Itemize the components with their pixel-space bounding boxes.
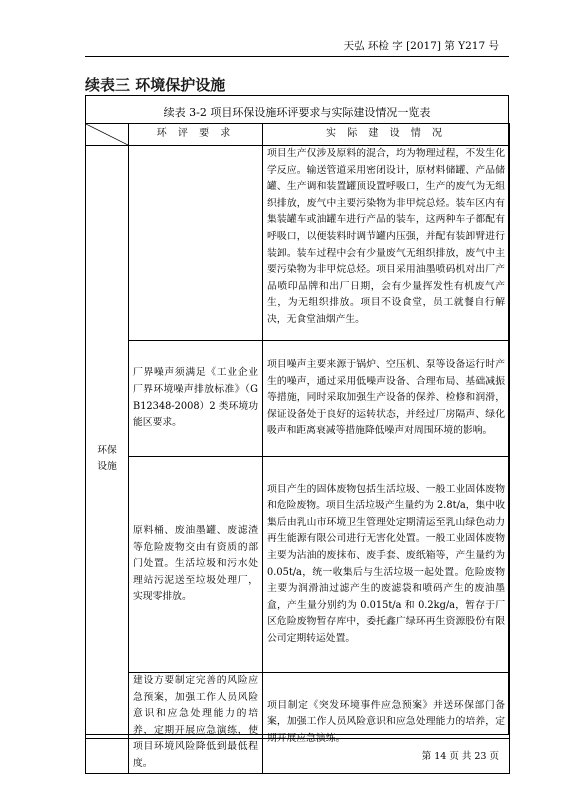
actual-column-header: 实 际 建 设 情 况 [263,124,510,146]
requirement-column-header: 环 评 要 求 [129,124,263,146]
header-row [86,124,510,146]
table-row [86,146,510,341]
requirement-cell: 厂界噪声须满足《工业企业厂界环境噪声排放标准》（GB12348-2008）2 类环境功能区要求。 [129,341,263,457]
diagonal-header-cell [86,124,129,146]
actual-cell: 项目噪声主要来源于锅炉、空压机、泵等设备运行时产生的噪声，通过采用低噪声设备、合理布局、基础减振等措施，同时采取加强生产设备的保养、检修和润滑，保证设备处于良好的运转状态，并经过厂房隔声、绿化吸声和距离衰减等措施降低噪声对周围环境的影响。 [263,341,510,457]
header-rule [85,56,509,57]
document-number: 天弘 环检 字 [2017] 第 Y217 号 [343,40,499,52]
category-label: 环保 设施 [97,444,117,473]
category-cell [86,146,129,774]
requirement-cell [129,146,263,341]
actual-cell: 项目产生的固体废物包括生活垃圾、一般工业固体废物和危险废物。项目生活垃圾产生量约为 2.8t/a，集中收集后由乳山市环境卫生管理处定期清运至乳山绿色动力再生能源有限公司进行无害化处置。一般工业固体废物主要为沾油的废抹布、废手套、废纸箱等，产生量约为 0.05t/a，统一收集后与生活垃圾一起处置。危险废物主要为润滑油过滤产生的废滤袋和喷码产生的废油墨盒，产生量分别约为 0.015t/a 和 0.2kg/a，暂存于厂区危险废物暂存库中，委托鑫广绿环再生资源股份有限公司定期转运处置。 [263,457,510,673]
table-caption: 续表 3-2 项目环保设施环评要求与实际建设情况一览表 [163,106,431,119]
table-row [86,341,510,457]
environmental-facilities-table [85,123,510,774]
page-number: 第 14 页 共 23 页 [421,751,499,762]
table-row [86,457,510,673]
actual-cell: 项目制定《突发环境事件应急预案》并送环保部门备案，加强工作人员风险意识和应急处理能力的培养，定期开展应急演练。 [263,673,510,774]
section-title: 续表三 环境保护设施 [85,76,226,94]
requirement-cell: 建设方要制定完善的风险应急预案，加强工作人员风险意识和应急处理能力的培养，定期开展应急演练，使项目环境风险降低到最低程度。 [129,673,263,774]
requirement-cell: 原料桶、废油墨罐、废滤渣等危险废物交由有资质的部门处置。生活垃圾和污水处理站污泥送至垃圾处理厂，实现零排放。 [129,457,263,673]
footer-rule [85,738,509,739]
diagonal-line-icon [86,124,128,145]
actual-cell: 项目生产仅涉及原料的混合，均为物理过程，不发生化学反应。输送管道采用密闭设计，原材料储罐、产品储罐、生产调和装置罐顶设置呼吸口，生产的废气为无组织排放，废气中主要污染物为非甲烷总烃。装车区内有集装罐车或油罐车进行产品的装车，这两种车子都配有呼吸口，以便装料时调节罐内压强，并配有装卸臂进行装卸。装车过程中会有少量废气无组织排放，废气中主要污染物为非甲烷总烃。项目采用油墨喷码机对出厂产品喷印品牌和出厂日期，会有少量挥发性有机废气产生，为无组织排放。项目不设食堂，员工就餐自行解决，无食堂油烟产生。 [263,146,510,341]
